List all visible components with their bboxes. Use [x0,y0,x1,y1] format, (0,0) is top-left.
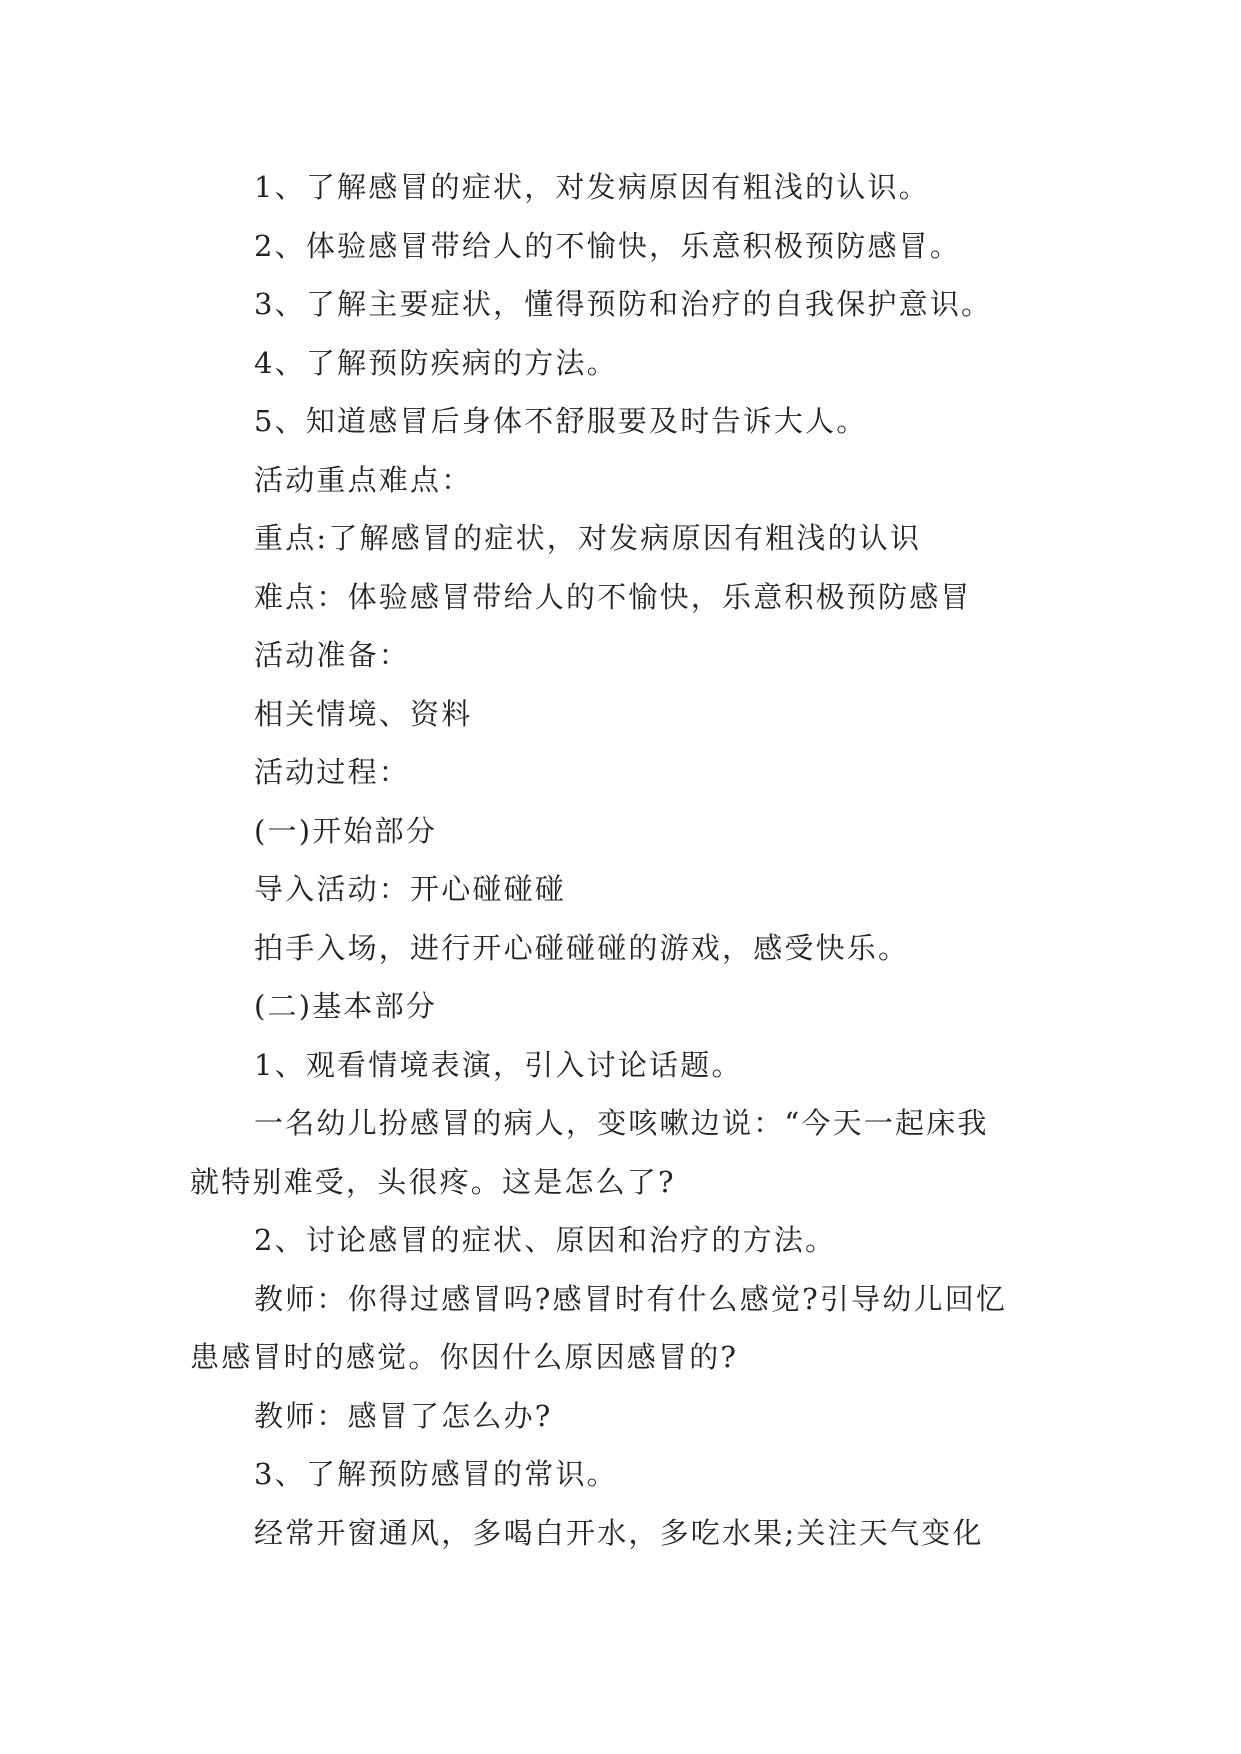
step-1-detail-line-1: 一名幼儿扮感冒的病人，变咳嗽边说：“今天一起床我 [254,1106,989,1140]
intro-activity-line: 导入活动：开心碰碰碰 [254,872,567,906]
step-2-line: 2、讨论感冒的症状、原因和治疗的方法。 [254,1223,837,1257]
step-1-detail-line-2: 就特别难受，头很疼。这是怎么了? [190,1164,676,1199]
section-heading-preparation: 活动准备： [254,638,411,672]
step-2-detail-line-1: 教师：你得过感冒吗?感冒时有什么感觉?引导幼儿回忆 [254,1281,1008,1316]
step-1-line: 1、观看情境表演，引入讨论话题。 [254,1047,743,1082]
step-2-detail-line-3: 教师：感冒了怎么办? [254,1398,553,1433]
step-2-detail-line-2: 患感冒时的感觉。你因什么原因感冒的? [190,1340,739,1374]
section-heading-key-points: 活动重点难点： [254,462,473,497]
objective-line-4: 4、了解预防疾病的方法。 [254,345,618,380]
preparation-line: 相关情境、资料 [254,696,473,731]
subsection-heading-start: (一)开始部分 [254,813,438,848]
key-point-line: 重点:了解感冒的症状，对发病原因有粗浅的认识 [254,521,922,555]
difficult-point-line: 难点：体验感冒带给人的不愉快，乐意积极预防感冒 [254,579,972,614]
objective-line-3: 3、了解主要症状，懂得预防和治疗的自我保护意识。 [254,287,993,321]
objective-line-2: 2、体验感冒带给人的不愉快，乐意积极预防感冒。 [254,228,962,263]
objective-line-5: 5、知道感冒后身体不舒服要及时告诉大人。 [254,404,868,438]
intro-activity-detail: 拍手入场，进行开心碰碰碰的游戏，感受快乐。 [254,930,910,965]
document-body [190,158,1062,1562]
objective-line-1: 1、了解感冒的症状，对发病原因有粗浅的认识。 [254,170,930,204]
subsection-heading-basic: (二)基本部分 [254,989,438,1023]
step-3-line: 3、了解预防感冒的常识。 [254,1457,618,1491]
step-3-detail-line: 经常开窗通风，多喝白开水，多吃水果;关注天气变化 [254,1515,984,1550]
section-heading-process: 活动过程： [254,755,411,789]
